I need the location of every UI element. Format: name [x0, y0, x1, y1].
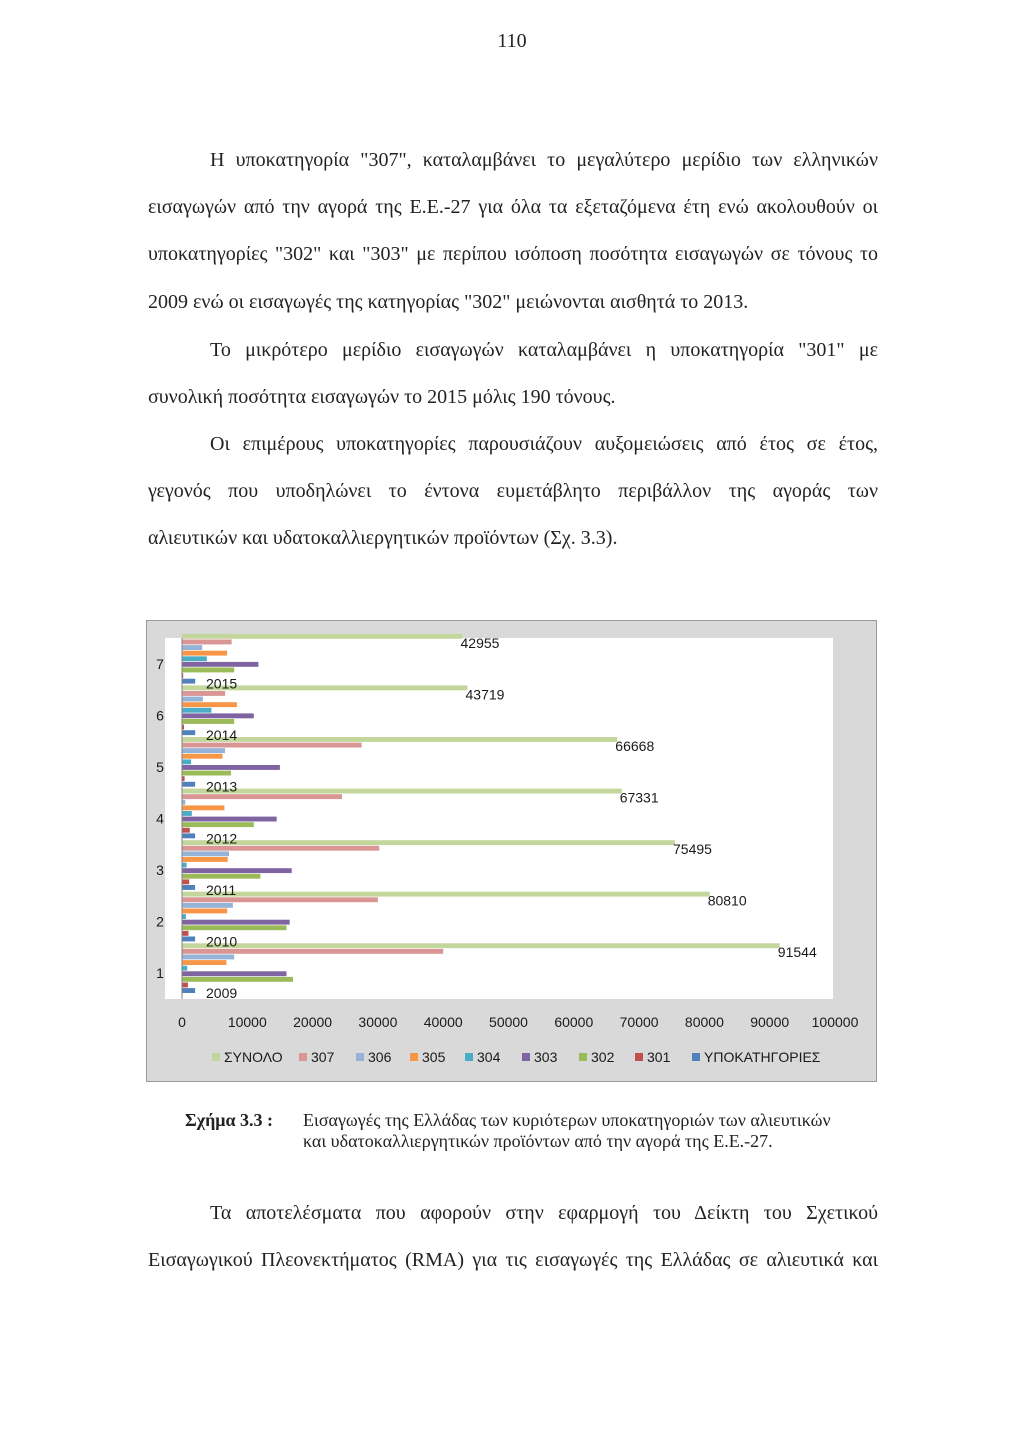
bar-305-cat-2: [182, 909, 227, 914]
bar-307-cat-6: [182, 691, 225, 696]
bar-307-cat-4: [182, 794, 342, 799]
bar-υποκατηγοριες-cat-2: [182, 937, 195, 942]
bar-301-cat-2: [182, 931, 189, 936]
caption-line-1: Εισαγωγές της Ελλάδας των κυριότερων υποκατηγοριών των αλιευτικών: [303, 1110, 831, 1130]
x-tick-label: 0: [178, 1014, 186, 1030]
bar-303-cat-1: [182, 971, 287, 976]
bar-υποκατηγοριες-cat-1: [182, 988, 195, 993]
caption-line-2: και υδατοκαλλιεργητικών προϊόντων από την αγορά της Ε.Ε.-27.: [303, 1131, 773, 1151]
caption-label: Σχήμα 3.3 :: [185, 1110, 274, 1130]
legend-swatch: [410, 1053, 418, 1061]
x-tick-label: 100000: [811, 1014, 859, 1030]
chart-frame: [146, 620, 877, 1082]
x-tick-label: 50000: [489, 1014, 528, 1030]
bar-303-cat-3: [182, 868, 292, 873]
legend-swatch: [692, 1053, 700, 1061]
data-label-total: 66668: [615, 737, 655, 754]
text-line: Τα αποτελέσματα που αφορούν στην εφαρμογή του Δείκτη του Σχετικού: [210, 1202, 878, 1224]
bar-303-cat-7: [182, 662, 258, 667]
data-label-total: 43719: [465, 686, 505, 703]
legend-label: ΣΥΝΟΛΟ: [224, 1049, 283, 1065]
bar-υποκατηγοριες-cat-3: [182, 885, 195, 890]
bar-304-cat-4: [182, 811, 192, 816]
category-label: 6: [156, 707, 164, 724]
legend-swatch: [635, 1053, 643, 1061]
bar-303-cat-4: [182, 817, 277, 822]
x-tick-label: 40000: [423, 1014, 463, 1030]
legend-swatch: [522, 1053, 530, 1061]
bar-υποκατηγοριες-cat-4: [182, 833, 195, 838]
x-tick-label: 20000: [293, 1014, 333, 1030]
bar-υποκατηγοριες-cat-5: [182, 782, 195, 787]
bar-chart: [147, 621, 878, 1083]
data-label-year: 2011: [206, 881, 237, 898]
bar-305-cat-1: [182, 960, 226, 965]
x-tick-label: 90000: [750, 1014, 790, 1030]
text-line: Το μικρότερο μερίδιο εισαγωγών καταλαμβάνει η υποκατηγορία "301" με: [210, 339, 878, 361]
data-label-total: 80810: [707, 892, 747, 909]
text-line: Εισαγωγικού Πλεονεκτήματος (RMA) για τις εισαγωγές της Ελλάδας σε αλιευτικά και: [148, 1249, 878, 1272]
bar-305-cat-3: [182, 857, 228, 862]
bar-301-cat-1: [182, 983, 188, 988]
bar-303-cat-6: [182, 713, 254, 718]
bar-303-cat-5: [182, 765, 280, 770]
text-line: γεγονός που υποδηλώνει το έντονα ευμετάβλητο περιβάλλον της αγοράς των: [148, 480, 878, 503]
bar-συνολο-cat-3: [182, 840, 675, 845]
bar-συνολο-cat-2: [182, 892, 710, 897]
bar-302-cat-2: [182, 925, 287, 930]
x-tick-label: 10000: [227, 1014, 267, 1030]
data-label-total: 67331: [619, 789, 659, 806]
bar-306-cat-5: [182, 748, 225, 753]
data-label-year: 2009: [206, 985, 238, 1001]
data-label-total: 42955: [460, 634, 500, 651]
bar-302-cat-4: [182, 822, 254, 827]
bar-305-cat-7: [182, 651, 227, 656]
bar-302-cat-5: [182, 771, 231, 776]
legend-label: 301: [647, 1049, 671, 1065]
legend-label: 307: [311, 1049, 335, 1065]
paragraph-1: [148, 137, 878, 326]
x-tick-label: 30000: [358, 1014, 398, 1030]
data-label-total: 91544: [777, 944, 817, 961]
category-label: 3: [156, 862, 164, 879]
category-label: 5: [156, 758, 164, 775]
x-tick-label: 60000: [554, 1014, 594, 1030]
x-tick-label: 80000: [684, 1014, 724, 1030]
bar-συνολο-cat-4: [182, 789, 622, 794]
bar-305-cat-5: [182, 754, 223, 759]
legend-swatch: [356, 1053, 364, 1061]
bar-συνολο-cat-1: [182, 943, 780, 948]
bar-305-cat-4: [182, 805, 224, 810]
legend-label: 306: [368, 1049, 392, 1065]
data-label-total: 75495: [673, 841, 712, 858]
data-label-year: 2012: [206, 830, 238, 847]
bar-304-cat-3: [182, 863, 187, 868]
data-label-year: 2013: [206, 778, 238, 795]
x-tick-label: 70000: [619, 1014, 659, 1030]
bar-302-cat-6: [182, 719, 234, 724]
text-line: εισαγωγών από την αγορά της Ε.Ε.-27 για όλα τα εξεταζόμενα έτη ενώ ακολουθούν οι: [148, 196, 878, 219]
text-line: Η υποκατηγορία "307", καταλαμβάνει το μεγαλύτερο μερίδιο των ελληνικών: [210, 149, 878, 171]
bar-303-cat-2: [182, 920, 290, 925]
bar-307-cat-2: [182, 897, 378, 902]
legend-label: 304: [477, 1049, 501, 1065]
legend-label: 303: [534, 1049, 558, 1065]
data-label-year: 2010: [206, 933, 238, 950]
bar-304-cat-2: [182, 914, 186, 919]
legend-swatch: [465, 1053, 473, 1061]
legend-swatch: [579, 1053, 587, 1061]
paragraph-2: [148, 327, 878, 421]
bar-συνολο-cat-7: [182, 634, 463, 639]
bar-301-cat-3: [182, 879, 189, 884]
bar-306-cat-7: [182, 645, 202, 650]
text-line: συνολική ποσότητα εισαγωγών το 2015 μόλις 190 τόνους.: [148, 386, 616, 409]
bar-304-cat-5: [182, 759, 191, 764]
data-label-year: 2014: [206, 727, 238, 744]
bar-304-cat-6: [182, 708, 211, 713]
bar-306-cat-3: [182, 851, 229, 856]
bar-305-cat-6: [182, 702, 237, 707]
data-label-year: 2015: [206, 675, 238, 692]
legend-label: 302: [591, 1049, 615, 1065]
bar-304-cat-1: [182, 966, 187, 971]
category-label: 4: [156, 810, 164, 827]
legend-label: 305: [422, 1049, 446, 1065]
bar-306-cat-6: [182, 697, 203, 702]
bar-306-cat-2: [182, 903, 233, 908]
bar-301-cat-4: [182, 828, 190, 833]
text-line: υποκατηγορίες "302" και "303" με περίπου ισόποση ποσότητα εισαγωγών σε τόνους το: [148, 243, 878, 266]
bar-306-cat-1: [182, 955, 234, 960]
category-label: 1: [156, 965, 164, 982]
bar-307-cat-5: [182, 743, 362, 748]
bar-307-cat-7: [182, 640, 232, 645]
bar-307-cat-1: [182, 949, 443, 954]
legend-swatch: [212, 1053, 220, 1061]
text-line: 2009 ενώ οι εισαγωγές της κατηγορίας "302" μειώνονται αισθητά το 2013.: [148, 290, 749, 313]
bar-υποκατηγοριες-cat-6: [182, 730, 195, 735]
category-label: 7: [156, 655, 164, 672]
bar-307-cat-3: [182, 846, 379, 851]
legend-label: ΥΠΟΚΑΤΗΓΟΡΙΕΣ: [704, 1049, 821, 1065]
paragraph-3: [148, 421, 878, 563]
text-line: Οι επιμέρους υποκατηγορίες παρουσιάζουν αυξομειώσεις από έτος σε έτος,: [210, 433, 878, 455]
legend-swatch: [299, 1053, 307, 1061]
bar-υποκατηγοριες-cat-7: [182, 679, 195, 684]
text-line: αλιευτικών και υδατοκαλλιεργητικών προϊόντων (Σχ. 3.3).: [148, 527, 618, 550]
bar-304-cat-7: [182, 656, 207, 661]
bar-συνολο-cat-5: [182, 737, 617, 742]
bar-302-cat-7: [182, 668, 234, 673]
paragraph-4: [148, 1190, 878, 1284]
bar-302-cat-1: [182, 977, 293, 982]
page-number: 110: [497, 30, 527, 52]
bar-302-cat-3: [182, 874, 260, 879]
category-label: 2: [156, 913, 164, 930]
